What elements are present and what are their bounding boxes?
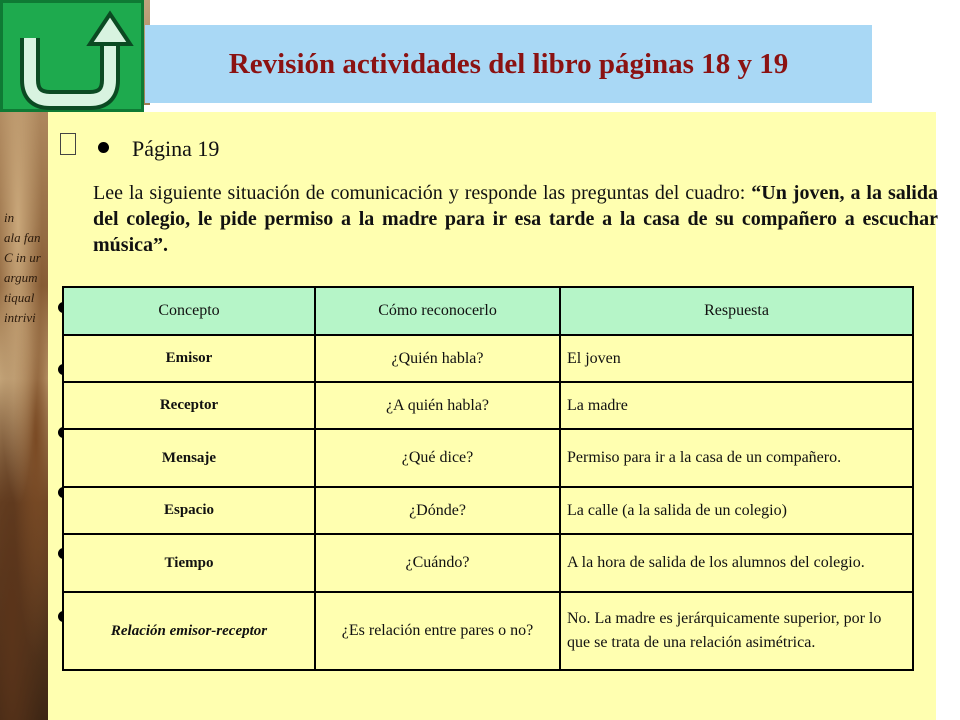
cell-respuesta: A la hora de salida de los alumnos del colegio. bbox=[560, 534, 913, 592]
table-row bbox=[63, 592, 913, 670]
cell-como: ¿Cuándo? bbox=[315, 534, 560, 592]
communication-table bbox=[62, 286, 914, 671]
header-respuesta: Respuesta bbox=[560, 287, 913, 335]
table-header-row bbox=[63, 287, 913, 335]
cell-concepto: Espacio bbox=[63, 487, 315, 534]
header-como-reconocerlo: Cómo reconocerlo bbox=[315, 287, 560, 335]
table-row bbox=[63, 534, 913, 592]
cell-como: ¿A quién habla? bbox=[315, 382, 560, 429]
intro-paragraph bbox=[93, 180, 938, 258]
intro-quote: “Un joven, a la salida del colegio, le pide permiso a la madre para ir esa tarde a la casa de su compañero a escuchar música”. bbox=[93, 182, 938, 256]
cell-respuesta: El joven bbox=[560, 335, 913, 382]
cell-respuesta: No. La madre es jerárquicamente superior, por lo que se trata de una relación asimétrica. bbox=[560, 592, 913, 670]
intro-text: Lee la siguiente situación de comunicación y responde las preguntas del cuadro: bbox=[93, 182, 752, 204]
header-concepto: Concepto bbox=[63, 287, 315, 335]
cell-concepto: Receptor bbox=[63, 382, 315, 429]
cell-como: ¿Qué dice? bbox=[315, 429, 560, 487]
table-row bbox=[63, 382, 913, 429]
cell-concepto: Tiempo bbox=[63, 534, 315, 592]
manuscript-text: tiqual bbox=[4, 290, 35, 305]
title-banner bbox=[145, 25, 872, 103]
slide-title: Revisión actividades del libro páginas 18 y 19 bbox=[228, 47, 789, 80]
table-row bbox=[63, 429, 913, 487]
cell-como: ¿Dónde? bbox=[315, 487, 560, 534]
cell-respuesta: Permiso para ir a la casa de un compañero. bbox=[560, 429, 913, 487]
table-row bbox=[63, 487, 913, 534]
u-turn-back-icon[interactable] bbox=[0, 0, 144, 112]
cell-como: ¿Quién habla? bbox=[315, 335, 560, 382]
cell-como: ¿Es relación entre pares o no? bbox=[315, 592, 560, 670]
cell-concepto: Mensaje bbox=[63, 429, 315, 487]
cell-concepto: Emisor bbox=[63, 335, 315, 382]
missing-glyph-icon bbox=[60, 133, 76, 155]
cell-respuesta: La madre bbox=[560, 382, 913, 429]
manuscript-text: C in ur bbox=[4, 250, 41, 265]
page-label: Página 19 bbox=[132, 136, 220, 161]
manuscript-text: intrivi bbox=[4, 310, 36, 325]
cell-respuesta: La calle (a la salida de un colegio) bbox=[560, 487, 913, 534]
manuscript-text: argum bbox=[4, 270, 38, 285]
table-row bbox=[63, 335, 913, 382]
bullet-icon bbox=[98, 142, 109, 153]
manuscript-text: in bbox=[4, 210, 15, 225]
manuscript-text: ala fan bbox=[4, 230, 41, 245]
cell-concepto: Relación emisor-receptor bbox=[63, 592, 315, 670]
